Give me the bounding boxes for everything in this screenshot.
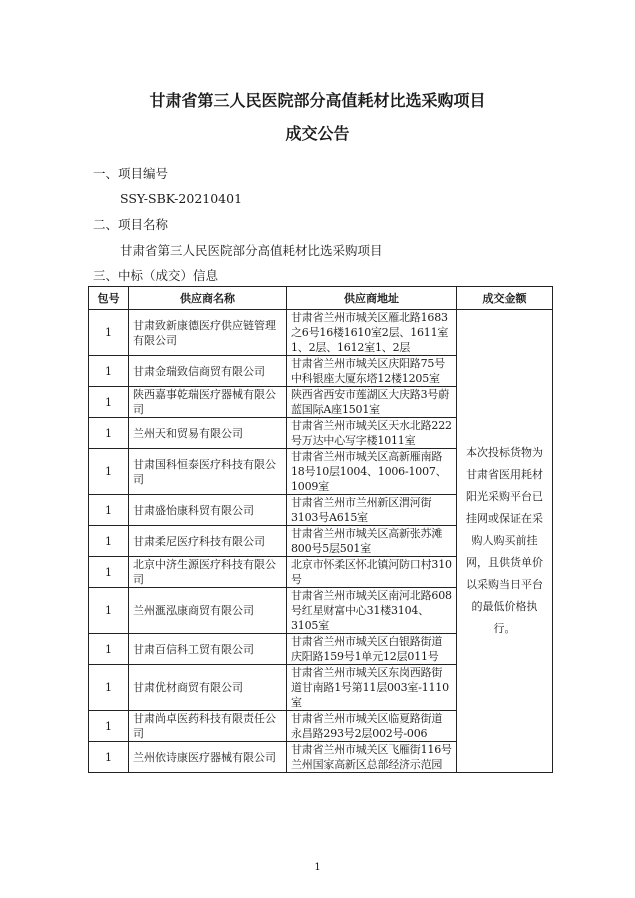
amount-note: 本次投标货物为甘肃省医用耗材阳光采购平台已挂网或保证在采购人购买前挂网，且供货单价以采购当日平台的最低价格执行。 xyxy=(457,310,553,773)
page-number: 1 xyxy=(314,862,321,873)
supplier-name: 甘肃百信科工贸有限公司 xyxy=(129,634,287,665)
supplier-address: 甘肃省兰州市城关区天水北路222号万达中心写字楼1011室 xyxy=(287,418,457,449)
supplier-address: 甘肃省兰州市城关区临夏路街道永昌路293号2层002号-006 xyxy=(287,711,457,742)
supplier-name: 甘肃金瑞致信商贸有限公司 xyxy=(129,356,287,387)
supplier-name: 陕西嘉事乾瑞医疗器械有限公司 xyxy=(129,387,287,418)
section-heading-award-info: 三、中标（成交）信息 xyxy=(93,268,219,283)
package-no: 1 xyxy=(89,588,129,634)
section-heading-project-name: 二、项目名称 xyxy=(93,217,169,232)
supplier-name: 北京中济生源医疗科技有限公司 xyxy=(129,557,287,588)
package-no: 1 xyxy=(89,418,129,449)
package-no: 1 xyxy=(89,310,129,356)
supplier-address: 北京市怀柔区怀北镇河防口村310号 xyxy=(287,557,457,588)
package-no: 1 xyxy=(89,711,129,742)
supplier-address: 甘肃省兰州市城关区高新张苏滩800号5层501室 xyxy=(287,526,457,557)
package-no: 1 xyxy=(89,495,129,526)
document-subtitle: 成交公告 xyxy=(285,124,350,143)
package-no: 1 xyxy=(89,387,129,418)
header-amount: 成交金额 xyxy=(457,287,553,310)
package-no: 1 xyxy=(89,356,129,387)
supplier-name: 兰州滙泓康商贸有限公司 xyxy=(129,588,287,634)
package-no: 1 xyxy=(89,526,129,557)
supplier-name: 甘肃柔尼医疗科技有限公司 xyxy=(129,526,287,557)
supplier-name: 甘肃尚卓医药科技有限责任公司 xyxy=(129,711,287,742)
package-no: 1 xyxy=(89,449,129,495)
supplier-name: 甘肃盛怡康科贸有限公司 xyxy=(129,495,287,526)
supplier-address: 陕西省西安市莲湖区大庆路3号蔚蓝国际A座1501室 xyxy=(287,387,457,418)
supplier-address: 甘肃省兰州市城关区高新雁南路18号10层1004、1006-1007、1009室 xyxy=(287,449,457,495)
supplier-name: 甘肃国科恒泰医疗科技有限公司 xyxy=(129,449,287,495)
project-number-value: SSY-SBK-20210401 xyxy=(120,191,243,206)
supplier-address: 甘肃省兰州市兰州新区渭河街3103号A615室 xyxy=(287,495,457,526)
header-supplier-name: 供应商名称 xyxy=(129,287,287,310)
supplier-address: 甘肃省兰州市城关区东岗西路街道甘南路1号第11层003室-1110室 xyxy=(287,665,457,711)
table-header-row xyxy=(89,287,553,310)
package-no: 1 xyxy=(89,665,129,711)
supplier-address: 甘肃省兰州市城关区南河北路608号红星财富中心31楼3104、3105室 xyxy=(287,588,457,634)
package-no: 1 xyxy=(89,634,129,665)
header-package-no: 包号 xyxy=(89,287,129,310)
supplier-address: 甘肃省兰州市城关区庆阳路75号中科银座大厦东塔12楼1205室 xyxy=(287,356,457,387)
supplier-name: 兰州依诗康医疗器械有限公司 xyxy=(129,742,287,773)
package-no: 1 xyxy=(89,557,129,588)
header-supplier-address: 供应商地址 xyxy=(287,287,457,310)
supplier-name: 甘肃致新康德医疗供应链管理有限公司 xyxy=(129,310,287,356)
document-title: 甘肃省第三人民医院部分高值耗材比选采购项目 xyxy=(149,91,486,110)
package-no: 1 xyxy=(89,742,129,773)
table-row xyxy=(89,310,553,356)
supplier-address: 甘肃省兰州市城关区白银路街道庆阳路159号1单元12层011号 xyxy=(287,634,457,665)
supplier-address: 甘肃省兰州市城关区飞雁街116号兰州国家高新区总部经济示范园 xyxy=(287,742,457,773)
project-name-value: 甘肃省第三人民医院部分高值耗材比选采购项目 xyxy=(120,243,383,258)
supplier-name: 甘肃优材商贸有限公司 xyxy=(129,665,287,711)
award-table xyxy=(88,286,553,773)
section-heading-project-number: 一、项目编号 xyxy=(93,166,169,181)
supplier-name: 兰州天和贸易有限公司 xyxy=(129,418,287,449)
supplier-address: 甘肃省兰州市城关区雁北路1683之6号16楼1610室2层、1611室1、2层、1612室1、2层 xyxy=(287,310,457,356)
